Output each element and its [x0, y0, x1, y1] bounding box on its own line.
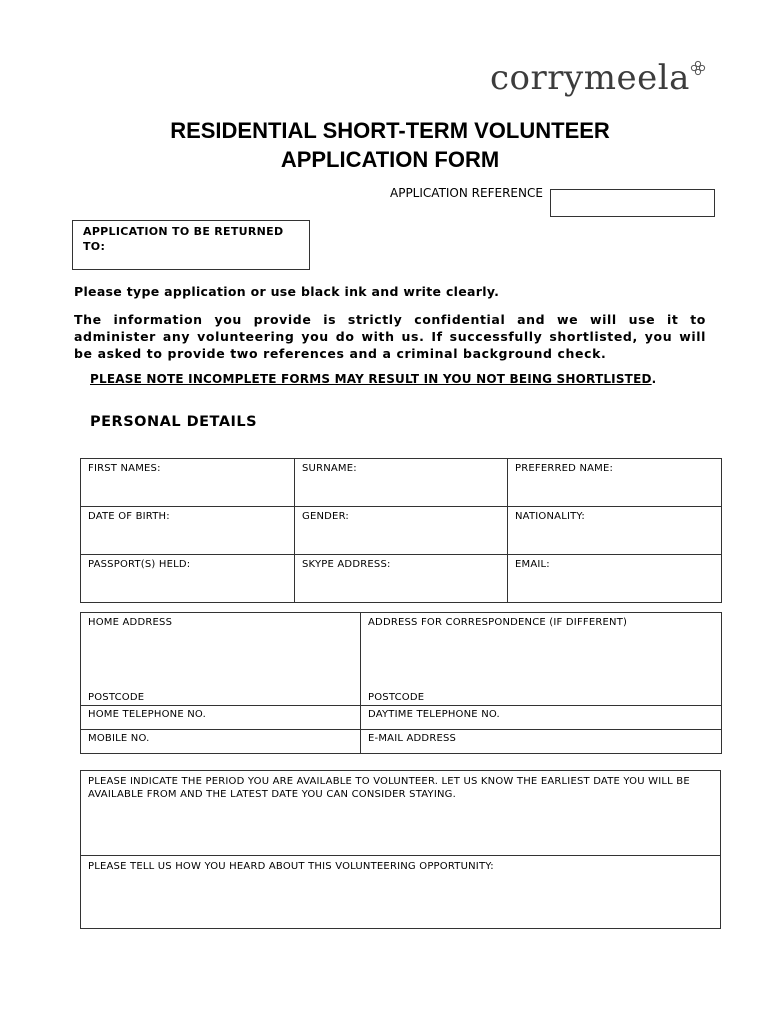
nationality-field[interactable]: [508, 507, 722, 555]
application-reference-label: APPLICATION REFERENCE: [390, 186, 543, 200]
preferred-name-field[interactable]: [508, 459, 722, 507]
availability-table: [80, 770, 721, 929]
correspondence-address-field[interactable]: [361, 613, 722, 706]
home-postcode-label: POSTCODE: [88, 692, 145, 703]
address-table: [80, 612, 722, 754]
surname-label: SURNAME:: [302, 463, 357, 474]
personal-details-table: [80, 458, 722, 603]
return-address-box: [72, 220, 310, 270]
return-label-line1: APPLICATION TO BE RETURNED: [83, 225, 284, 238]
mobile-label: MOBILE NO.: [88, 733, 150, 744]
return-address-label: [83, 224, 309, 254]
instruction-ink: Please type application or use black ink and write clearly.: [74, 284, 500, 299]
how-heard-field[interactable]: [81, 856, 721, 929]
email-field[interactable]: [508, 555, 722, 603]
nationality-label: NATIONALITY:: [515, 511, 585, 522]
email-address-label: E-MAIL ADDRESS: [368, 733, 457, 744]
gender-label: GENDER:: [302, 511, 349, 522]
incomplete-forms-note-text: PLEASE NOTE INCOMPLETE FORMS MAY RESULT IN YOU NOT BEING SHORTLISTED: [90, 372, 652, 386]
home-address-label: HOME ADDRESS: [88, 617, 173, 628]
availability-period-field[interactable]: [81, 771, 721, 856]
skype-field[interactable]: [295, 555, 508, 603]
form-title-line2: APPLICATION FORM: [280, 147, 500, 172]
daytime-telephone-label: DAYTIME TELEPHONE NO.: [368, 709, 500, 720]
personal-details-heading: PERSONAL DETAILS: [90, 414, 258, 430]
availability-period-label: PLEASE INDICATE THE PERIOD YOU ARE AVAILABLE TO VOLUNTEER. LET US KNOW THE EARLIEST DATE YOU WILL BE AVAILABLE FROM AND THE LATEST DATE YOU CAN CONSIDER STAYING.: [88, 776, 690, 800]
preferred-name-label: PREFERRED NAME:: [515, 463, 614, 474]
gender-field[interactable]: [295, 507, 508, 555]
mobile-field[interactable]: [81, 730, 361, 754]
first-names-field[interactable]: [81, 459, 295, 507]
form-title: [0, 116, 770, 174]
daytime-telephone-field[interactable]: [361, 706, 722, 730]
application-reference-field[interactable]: [550, 189, 715, 217]
instruction-confidential: The information you provide is strictly confidential and we will use it to administer any volunteering you do with us. If successfully shortlisted, you will be asked to provide two references and a criminal background check.: [74, 312, 706, 361]
surname-field[interactable]: [295, 459, 508, 507]
corrymeela-logo: corrymeela: [490, 58, 690, 98]
correspondence-address-label: ADDRESS FOR CORRESPONDENCE (IF DIFFERENT): [368, 617, 628, 628]
first-names-label: FIRST NAMES:: [88, 463, 161, 474]
email-label: EMAIL:: [515, 559, 550, 570]
how-heard-label: PLEASE TELL US HOW YOU HEARD ABOUT THIS VOLUNTEERING OPPORTUNITY:: [88, 861, 494, 872]
correspondence-postcode-label: POSTCODE: [368, 692, 425, 703]
incomplete-forms-note: [90, 372, 656, 386]
date-of-birth-field[interactable]: [81, 507, 295, 555]
email-address-field[interactable]: [361, 730, 722, 754]
skype-label: SKYPE ADDRESS:: [302, 559, 391, 570]
home-address-field[interactable]: [81, 613, 361, 706]
home-telephone-field[interactable]: [81, 706, 361, 730]
date-of-birth-label: DATE OF BIRTH:: [88, 511, 170, 522]
logo-flower-icon: [690, 60, 706, 76]
passport-field[interactable]: [81, 555, 295, 603]
return-label-line2: TO:: [83, 240, 106, 253]
home-telephone-label: HOME TELEPHONE NO.: [88, 709, 206, 720]
form-title-line1: RESIDENTIAL SHORT-TERM VOLUNTEER: [170, 118, 610, 143]
note-period: .: [651, 372, 657, 386]
passport-label: PASSPORT(S) HELD:: [88, 559, 191, 570]
